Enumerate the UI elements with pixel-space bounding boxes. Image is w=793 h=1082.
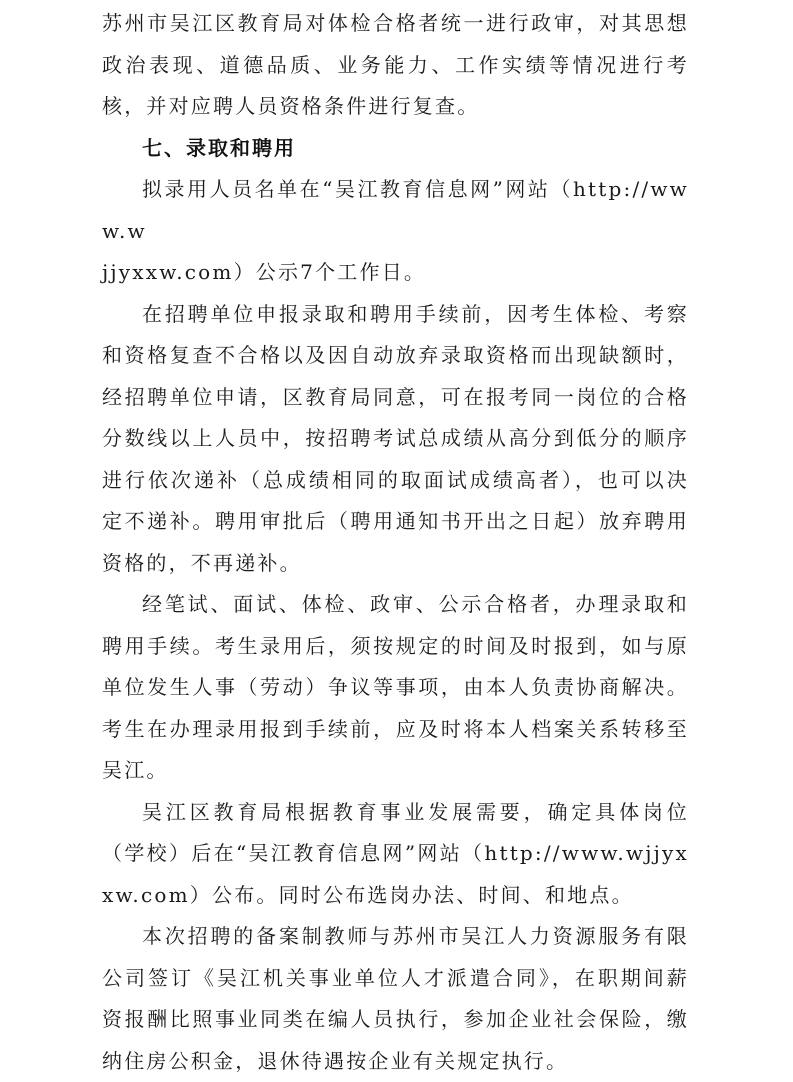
paragraph-publicity-line2: jjyxxw.com）公示7个工作日。 (102, 260, 427, 284)
paragraph-substitution: 在招聘单位申报录取和聘用手续前，因考生体检、考察和资格复查不合格以及因自动放弃录取资格而出现缺额时，经招聘单位申请，区教育局同意，可在报考同一岗位的合格分数线以上人员中，按招聘考试总成绩从高分到低分的顺序进行依次递补（总成绩相同的取面试成绩高者），也可以决定不递补。聘用审批后（聘用通知书开出之日起）放弃聘用资格的，不再递补。 (102, 301, 689, 575)
paragraph-review: 苏州市吴江区教育局对体检合格者统一进行政审，对其思想政治表现、道德品质、业务能力、工作实绩等情况进行考核，并对应聘人员资格条件进行复查。 (102, 11, 689, 118)
paragraph-publicity-line1: 拟录用人员名单在“吴江教育信息网”网站（http://www.w (102, 177, 689, 243)
paragraph-contract: 本次招聘的备案制教师与苏州市吴江人力资源服务有限公司签订《吴江机关事业单位人才派遣合同》，在职期间薪资报酬比照事业同类在编人员执行，参加企业社会保险，缴纳住房公积金，退休待遇按企业有关规定执行。 (102, 924, 689, 1073)
paragraph-position-assignment: 吴江区教育局根据教育事业发展需要，确定具体岗位（学校）后在“吴江教育信息网”网站（http://www.wjjyxxw.com）公布。同时公布选岗办法、时间、和地点。 (102, 799, 689, 907)
section-heading-admission: 七、录取和聘用 (142, 135, 296, 160)
paragraph-hiring-procedure: 经笔试、面试、体检、政审、公示合格者，办理录取和聘用手续。考生录用后，须按规定的时间及时报到，如与原单位发生人事（劳动）争议等事项，由本人负责协商解决。考生在办理录用报到手续前，应及时将本人档案关系转移至吴江。 (102, 592, 689, 782)
